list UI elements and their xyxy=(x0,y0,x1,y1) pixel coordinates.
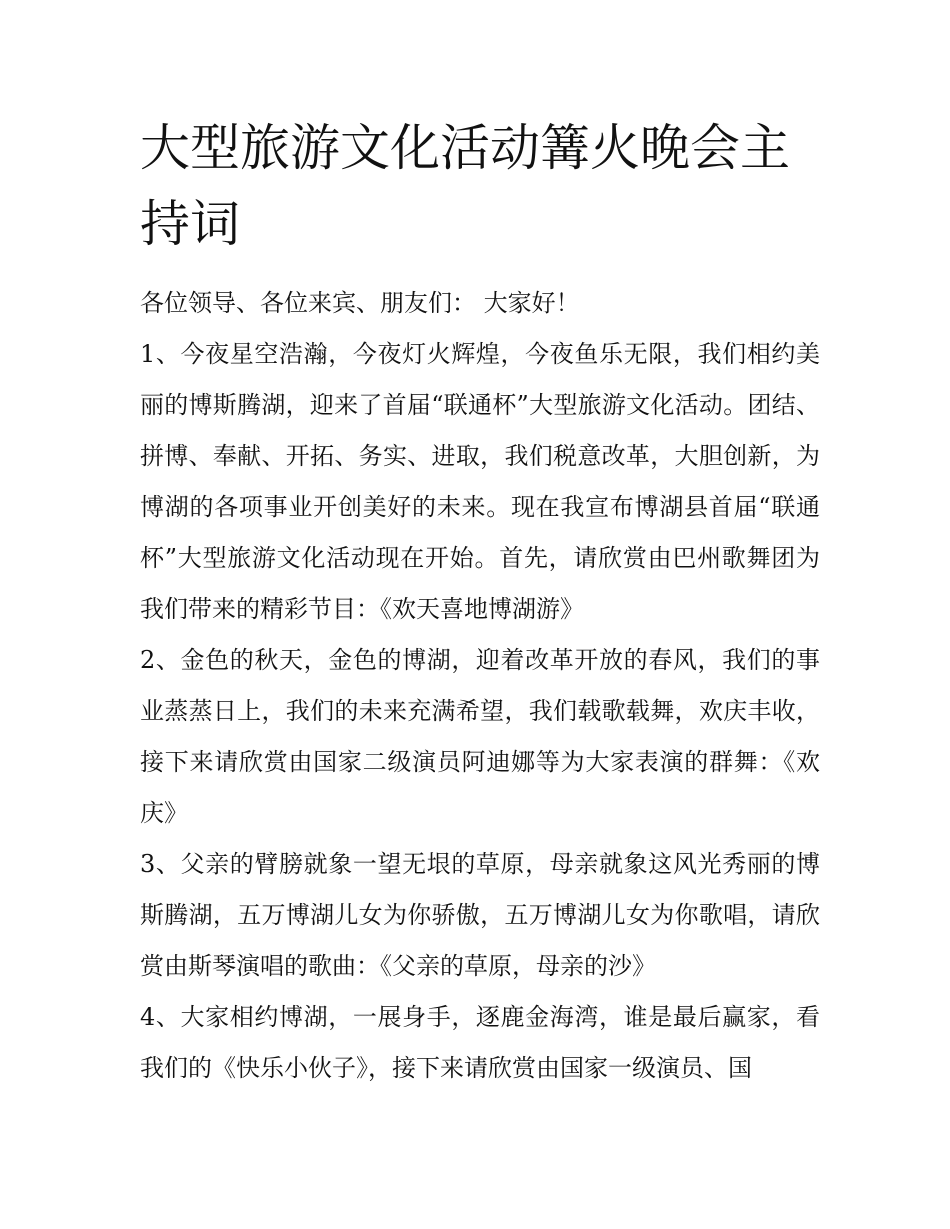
body-paragraph-4: 4、大家相约博湖，一展身手，逐鹿金海湾，谁是最后赢家，看我们的《快乐小伙子》，接下来请欣赏由国家一级演员、国 xyxy=(140,1003,820,1082)
document-body xyxy=(140,278,820,1094)
greeting-paragraph: 各位领导、各位来宾、朋友们： 大家好！ xyxy=(140,289,580,317)
body-paragraph-2: 2、金色的秋天，金色的博湖，迎着改革开放的春风，我们的事业蒸蒸日上，我们的未来充满希望，我们载歌载舞，欢庆丰收，接下来请欣赏由国家二级演员阿迪娜等为大家表演的群舞：《欢庆》 xyxy=(140,646,820,827)
body-paragraph-3: 3、父亲的臂膀就象一望无垠的草原，母亲就象这风光秀丽的博斯腾湖，五万博湖儿女为你骄傲，五万博湖儿女为你歌唱，请欣赏由斯琴演唱的歌曲：《父亲的草原，母亲的沙》 xyxy=(140,850,820,980)
body-paragraph-1: 1、今夜星空浩瀚，今夜灯火辉煌，今夜鱼乐无限，我们相约美丽的博斯腾湖，迎来了首届“联通杯”大型旅游文化活动。团结、拼博、奉献、开拓、务实、进取，我们税意改革，大胆创新，为博湖的各项事业开创美好的未来。现在我宣布博湖县首届“联通杯”大型旅游文化活动现在开始。首先，请欣赏由巴州歌舞团为我们带来的精彩节目：《欢天喜地博湖游》 xyxy=(140,340,820,623)
document-title: 大型旅游文化活动篝火晚会主持词 xyxy=(140,119,790,253)
